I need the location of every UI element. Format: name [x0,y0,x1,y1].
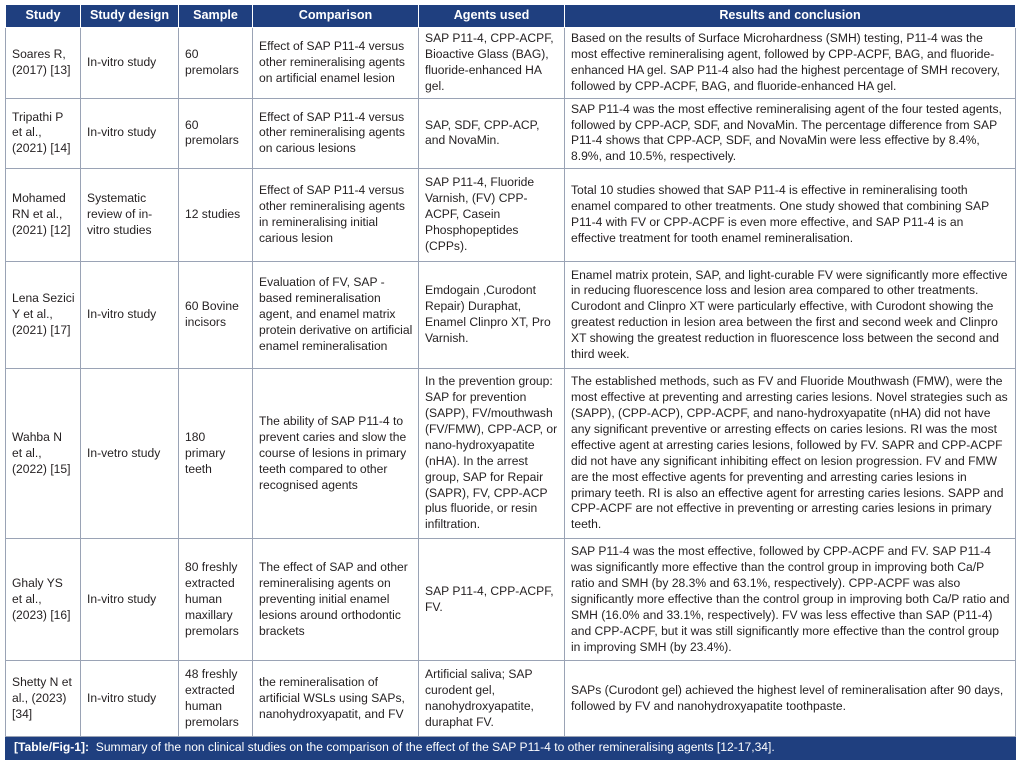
caption-label: [Table/Fig-1]: [14,740,90,755]
header-design: Study design [81,5,179,28]
cell-comparison: The effect of SAP and other remineralising agents on preventing initial enamel lesions around orthodontic brackets [253,539,419,661]
cell-results: Based on the results of Surface Microhardness (SMH) testing, P11-4 was the most effective remineralising agent, followed by CPP-ACPF, BAG, and fluoride-enhanced HA gel. SAP P11-4 also had the highest percentage of SMH recovery, followed by CPP-ACPF, BAG, and fluoride-enhanced HA gel. [565,28,1016,99]
cell-results: The established methods, such as FV and Fluoride Mouthwash (FMW), were the most effective at preventing and arresting caries lesions. Novel strategies such as (SAPP), (CPP-ACP), CPP-ACPF, and nano-hydroxyapatite (nHA) did not have any significant preventive or arresting effects on caries lesions. RI was the most effective agent at arresting caries lesions, followed by FV. SAPR and CPP-ACPF did not have any significant inhibiting effect on lesion progression. FV and FMW are the most effective agents for preventing and arresting caries lesions in primary teeth. RI is also an effective agent for arresting caries lesions. SAPP and CPP-ACPF are not effective in preventing or arresting caries lesions in primary teeth. [565,369,1016,539]
table-caption [6,737,1016,760]
table-row [6,539,1016,661]
caption-text: Summary of the non clinical studies on the comparison of the effect of the SAP P11-4 to other remineralising agents [12-17,34]. [95,740,775,755]
cell-study: Tripathi P et al., (2021) [14] [6,98,81,169]
cell-sample: 80 freshly extracted human maxillary premolars [179,539,253,661]
cell-design: In-vitro study [81,262,179,369]
table-row [6,169,1016,262]
cell-sample: 12 studies [179,169,253,262]
cell-design: In-vitro study [81,28,179,99]
header-study: Study [6,5,81,28]
header-sample: Sample [179,5,253,28]
table-row [6,98,1016,169]
cell-comparison: Effect of SAP P11-4 versus other remineralising agents in remineralising initial carious lesion [253,169,419,262]
cell-design: In-vitro study [81,98,179,169]
cell-study: Mohamed RN et al., (2021) [12] [6,169,81,262]
studies-table [5,4,1016,760]
header-comparison: Comparison [253,5,419,28]
table-row [6,661,1016,737]
cell-results: SAP P11-4 was the most effective remineralising agent of the four tested agents, followed by CPP-ACP, SDF, and NovaMin. The percentage difference from SAP P11-4 shows that CPP-ACP, SDF, and NovaMin were less effective by 8.4%, 8.9%, and 10.5%, respectively. [565,98,1016,169]
cell-design: In-vetro study [81,369,179,539]
cell-sample: 180 primary teeth [179,369,253,539]
cell-study: Ghaly YS et al., (2023) [16] [6,539,81,661]
header-results: Results and conclusion [565,5,1016,28]
cell-agents: Emdogain ,Curodont Repair) Duraphat, Enamel Clinpro XT, Pro Varnish. [419,262,565,369]
header-agents: Agents used [419,5,565,28]
cell-study: Wahba N et al., (2022) [15] [6,369,81,539]
cell-study: Shetty N et al., (2023) [34] [6,661,81,737]
cell-agents: SAP, SDF, CPP-ACP, and NovaMin. [419,98,565,169]
cell-comparison: The ability of SAP P11-4 to prevent caries and slow the course of lesions in primary teeth compared to other recognised agents [253,369,419,539]
cell-sample: 48 freshly extracted human premolars [179,661,253,737]
cell-agents: SAP P11-4, CPP-ACPF, Bioactive Glass (BAG), fluoride-enhanced HA gel. [419,28,565,99]
cell-agents: In the prevention group: SAP for prevention (SAPP), FV/mouthwash (FV/FMW), CPP-ACP, or nano-hydroxyapatite (nHA). In the arrest group, SAP for Repair (SAPR), FV, CPP-ACP plus fluoride, or resin infiltration. [419,369,565,539]
cell-results: SAPs (Curodont gel) achieved the highest level of remineralisation after 90 days, followed by FV and nanohydroxyapatite toothpaste. [565,661,1016,737]
cell-sample: 60 premolars [179,28,253,99]
cell-design: In-vitro study [81,661,179,737]
cell-results: Enamel matrix protein, SAP, and light-curable FV were significantly more effective in reducing fluorescence loss and lesion area compared to other treatments. Curodont and Clinpro XT were particularly effective, with Curodont showing the greatest reduction in lesion area between the first and second week and Clinpro XT showing the greatest reduction in fluorescence loss between the second and third week. [565,262,1016,369]
cell-comparison: Effect of SAP P11-4 versus other remineralising agents on artificial enamel lesion [253,28,419,99]
cell-agents: Artificial saliva; SAP curodent gel, nanohydroxyapatite, duraphat FV. [419,661,565,737]
cell-study: Lena Sezici Y et al., (2021) [17] [6,262,81,369]
caption-row [6,737,1016,760]
cell-sample: 60 Bovine incisors [179,262,253,369]
cell-agents: SAP P11-4, CPP-ACPF, FV. [419,539,565,661]
table-row [6,262,1016,369]
cell-design: In-vitro study [81,539,179,661]
header-row [6,5,1016,28]
cell-results: SAP P11-4 was the most effective, followed by CPP-ACPF and FV. SAP P11-4 was significantly more effective than the control group in improving both Ca/P ratio and SMH (by 28.3% and 63.1%, respectively). CPP-ACPF was also significantly more effective than the control group in improving both Ca/P ratio and SMH (16.0% and 33.1%, respectively). FV was less effective than SAP (P11-4) and CPP-ACPF, but it was still significantly more effective than the control group in improving SMH (by 23.4%). [565,539,1016,661]
cell-agents: SAP P11-4, Fluoride Varnish, (FV) CPP-ACPF, Casein Phosphopeptides (CPPs). [419,169,565,262]
cell-comparison: Effect of SAP P11-4 versus other remineralising agents on carious lesions [253,98,419,169]
table-row [6,369,1016,539]
cell-design: Systematic review of in-vitro studies [81,169,179,262]
cell-results: Total 10 studies showed that SAP P11-4 is effective in remineralising tooth enamel compared to other treatments. One study showed that combining SAP P11-4 with FV or CPP-ACPF is even more effective, and SAP P11-4 is an effective treatment for tooth enamel remineralisation. [565,169,1016,262]
cell-sample: 60 premolars [179,98,253,169]
cell-study: Soares R, (2017) [13] [6,28,81,99]
table-row [6,28,1016,99]
cell-comparison: the remineralisation of artificial WSLs using SAPs, nanohydroxyapatit, and FV [253,661,419,737]
cell-comparison: Evaluation of FV, SAP -based remineralisation agent, and enamel matrix protein derivative on artificial enamel remineralisation [253,262,419,369]
